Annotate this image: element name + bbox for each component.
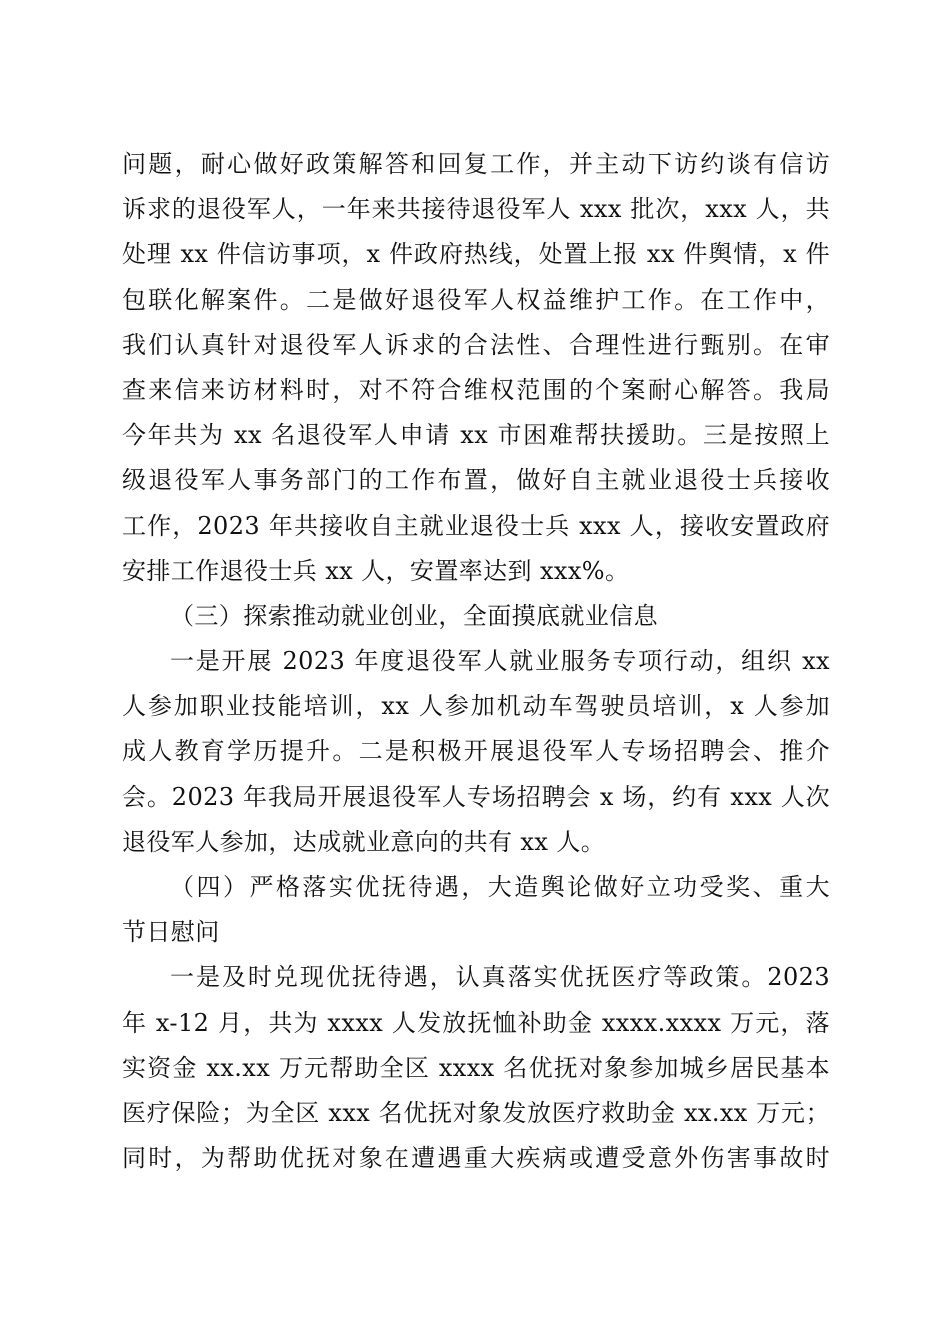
text-line-22: 医疗保险；为全区 xxx 名优抚对象发放医疗救助金 xx.xx 万元； bbox=[122, 1098, 830, 1127]
text-line-21: 实资金 xx.xx 万元帮助全区 xxxx 名优抚对象参加城乡居民基本 bbox=[122, 1053, 830, 1082]
text-line-4: 包联化解案件。二是做好退役军人权益维护工作。在工作中， bbox=[122, 285, 830, 314]
document-body bbox=[122, 142, 830, 1181]
section-heading-4-cont: 节日慰问 bbox=[122, 918, 220, 947]
text-line-15: 会。2023 年我局开展退役军人专场招聘会 x 场，约有 xxx 人次 bbox=[122, 782, 830, 811]
text-line-23: 同时，为帮助优抚对象在遭遇重大疾病或遭受意外伤害事故时 bbox=[122, 1144, 830, 1173]
section-heading-4: （四）严格落实优抚待遇，大造舆论做好立功受奖、重大 bbox=[170, 873, 830, 901]
text-line-8: 级退役军人事务部门的工作布置，做好自主就业退役士兵接收 bbox=[122, 466, 830, 495]
text-line-16: 退役军人参加，达成就业意向的共有 xx 人。 bbox=[122, 827, 606, 856]
text-line-6: 查来信来访材料时，对不符合维权范围的个案耐心解答。我局 bbox=[122, 375, 830, 404]
text-line-7: 今年共为 xx 名退役军人申请 xx 市困难帮扶援助。三是按照上 bbox=[122, 421, 830, 450]
text-line-19: 一是及时兑现优抚待遇，认真落实优抚医疗等政策。2023 bbox=[170, 963, 830, 992]
section-heading-3: （三）探索推动就业创业，全面摸底就业信息 bbox=[170, 601, 658, 630]
text-line-13: 人参加职业技能培训，xx 人参加机动车驾驶员培训，x 人参加 bbox=[122, 692, 830, 721]
text-line-9: 工作，2023 年共接收自主就业退役士兵 xxx 人，接收安置政府 bbox=[122, 511, 830, 540]
text-line-14: 成人教育学历提升。二是积极开展退役军人专场招聘会、推介 bbox=[122, 737, 830, 766]
text-line-5: 我们认真针对退役军人诉求的合法性、合理性进行甄别。在审 bbox=[122, 330, 830, 359]
text-line-12: 一是开展 2023 年度退役军人就业服务专项行动，组织 xx bbox=[170, 647, 830, 676]
text-line-1: 问题，耐心做好政策解答和回复工作，并主动下访约谈有信访 bbox=[122, 150, 830, 178]
text-line-3: 处理 xx 件信访事项，x 件政府热线，处置上报 xx 件舆情，x 件 bbox=[122, 240, 830, 269]
text-line-2: 诉求的退役军人，一年来共接待退役军人 xxx 批次，xxx 人，共 bbox=[122, 195, 830, 224]
text-line-10: 安排工作退役士兵 xx 人，安置率达到 xxx%。 bbox=[122, 556, 630, 585]
text-line-20: 年 x-12 月，共为 xxxx 人发放抚恤补助金 xxxx.xxxx 万元，落 bbox=[122, 1008, 830, 1037]
